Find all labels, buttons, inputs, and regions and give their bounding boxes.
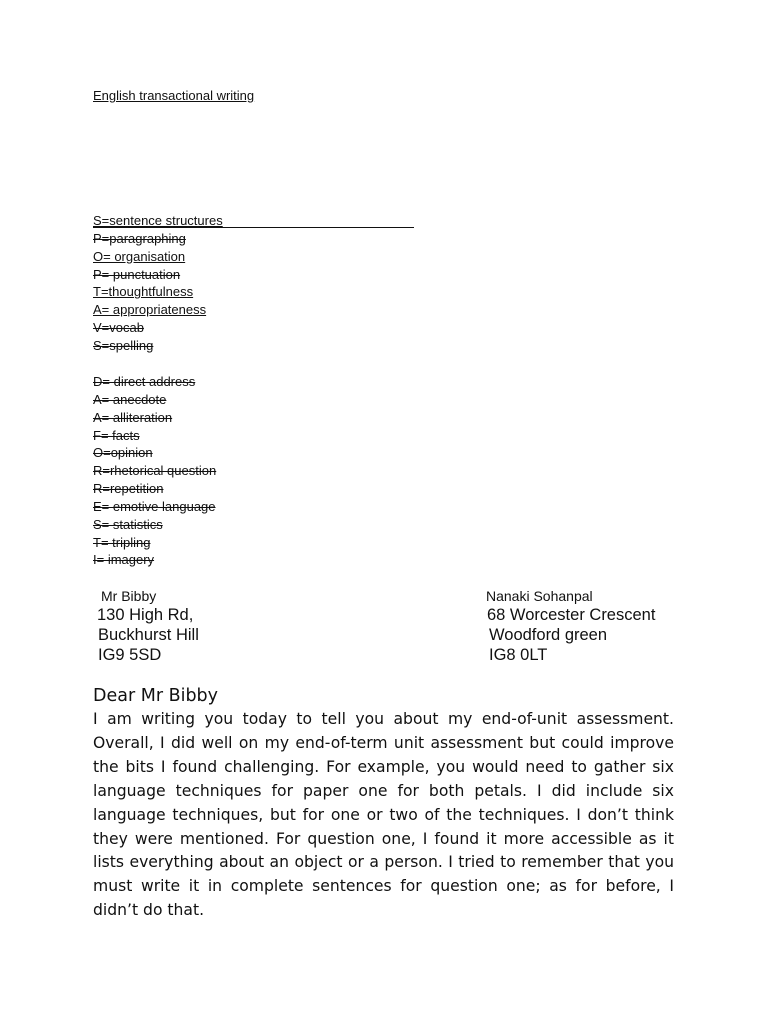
checklist-item: A= appropriateness bbox=[93, 302, 207, 318]
recipient-address-line: Buckhurst Hill bbox=[98, 626, 199, 644]
checklist-item: F= facts bbox=[93, 427, 140, 443]
underline-rule bbox=[93, 227, 414, 228]
sender-postcode: IG8 0LT bbox=[489, 646, 548, 664]
sender-address-line: 68 Worcester Crescent bbox=[487, 606, 656, 624]
checklist-item: R=repetition bbox=[93, 481, 164, 497]
checklist-item: A= alliteration bbox=[93, 409, 173, 425]
checklist-language-techniques bbox=[93, 373, 216, 569]
checklist-item: D= direct address bbox=[93, 374, 196, 389]
checklist-item: I= imagery bbox=[93, 552, 155, 568]
checklist-item: P= punctuation bbox=[93, 266, 181, 282]
checklist-item: O=opinion bbox=[93, 445, 153, 461]
recipient-name: Mr Bibby bbox=[101, 588, 157, 604]
checklist-item: R=rhetorical question bbox=[93, 463, 217, 479]
checklist-item: S=spelling bbox=[93, 337, 154, 353]
checklist-item: S= statistics bbox=[93, 516, 163, 532]
checklist-item: V=vocab bbox=[93, 320, 144, 336]
sender-name: Nanaki Sohanpal bbox=[486, 588, 593, 604]
letter-greeting: Dear Mr Bibby bbox=[93, 686, 219, 706]
letter-body: I am writing you today to tell you about my end-of-unit assessment. Overall, I did well on my end-of-term unit assessment but could improve the bits I found challenging. For example, you would need to gather six language techniques for paper one for both petals. I did include six language techniques, but for one or two of the techniques. I don’t think they were mentioned. For question one, I found it more accessible as it lists everything about an object or a person. I tried to remember that you must write it in complete sentences for question one; as for before, I didn’t do that. bbox=[93, 710, 674, 920]
checklist-item: O= organisation bbox=[93, 248, 186, 264]
checklist-item: A= anecdote bbox=[93, 391, 167, 407]
checklist-item: T=thoughtfulness bbox=[93, 284, 194, 300]
recipient-address-line: 130 High Rd, bbox=[97, 606, 194, 624]
checklist-item: T= tripling bbox=[93, 534, 151, 550]
checklist-item: S=sentence structures bbox=[93, 213, 223, 228]
document-title: English transactional writing bbox=[93, 88, 255, 103]
recipient-postcode: IG9 5SD bbox=[98, 646, 162, 664]
checklist-writing-skills bbox=[93, 212, 223, 355]
sender-address-line: Woodford green bbox=[489, 626, 608, 644]
checklist-item: E= emotive language bbox=[93, 498, 216, 514]
checklist-item: P=paragraphing bbox=[93, 230, 186, 246]
